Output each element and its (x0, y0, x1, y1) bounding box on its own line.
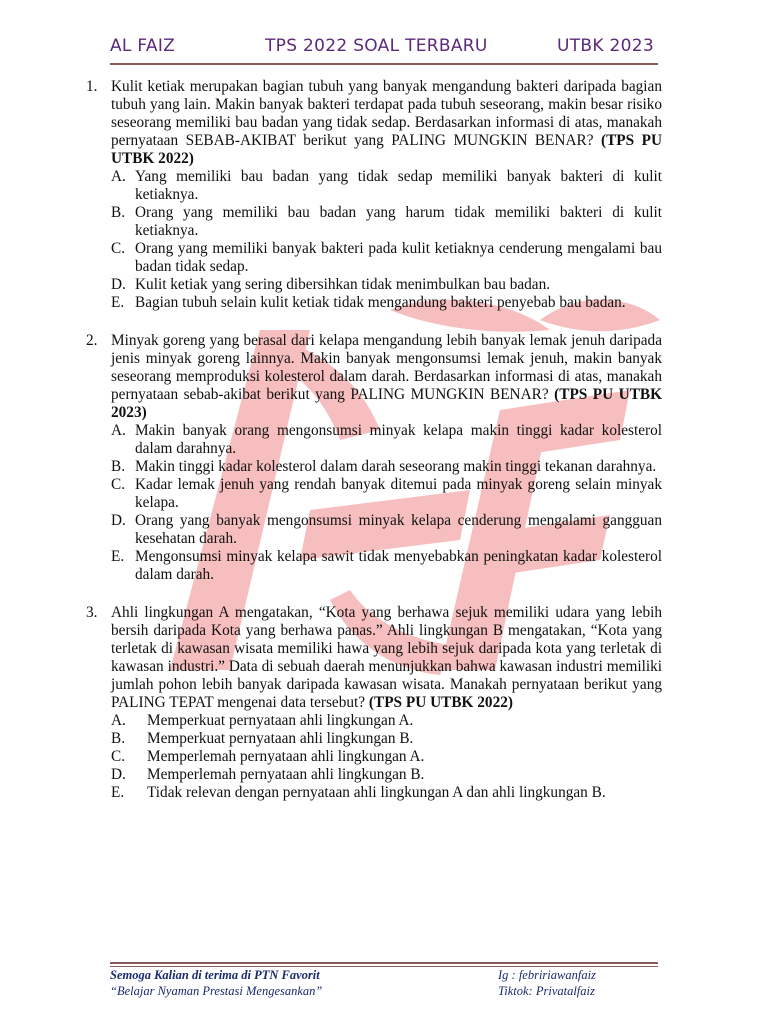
option-b (111, 730, 662, 748)
option-letter: D. (111, 512, 126, 529)
option-letter: C. (111, 748, 126, 765)
option-c (111, 748, 662, 766)
option-letter: B. (111, 730, 126, 747)
question-2 (86, 332, 662, 584)
option-e (111, 784, 662, 802)
option-text: Mengonsumsi minyak kelapa sawit tidak menyebabkan peningkatan kadar kolesterol dalam darah. (135, 548, 662, 583)
question-text (111, 332, 662, 422)
option-text: Orang yang memiliki banyak bakteri pada kulit ketiaknya cenderung mengalami bau badan tidak sedap. (135, 240, 662, 275)
page-header (110, 34, 654, 60)
question-source: (TPS PU UTBK 2022) (111, 132, 662, 167)
option-letter: D. (111, 276, 126, 293)
footer-line-1: Semoga Kalian di terima di PTN Favorit (110, 968, 320, 982)
option-d (111, 276, 662, 294)
option-b (111, 204, 662, 240)
option-text: Memperkuat pernyataan ahli lingkungan B. (147, 730, 414, 747)
question-text (111, 604, 662, 712)
question-3 (86, 604, 662, 802)
option-text: Kadar lemak jenuh yang rendah banyak ditemui pada minyak goreng selain minyak kelapa. (135, 476, 662, 511)
option-b (111, 458, 662, 476)
option-text: Makin banyak orang mengonsumsi minyak kelapa makin tinggi kadar kolesterol dalam darahnya. (135, 422, 662, 457)
footer-divider (110, 962, 658, 964)
question-body: Minyak goreng yang berasal dari kelapa mengandung lebih banyak lemak jenuh daripada jenis minyak goreng lainnya. Makin banyak mengonsumsi lemak jenuh, makin banyak seseorang memproduksi kolesterol dalam darah. Berdasarkan informasi di atas, manakah pernyataan sebab-akibat berikut yang PALING MUNGKIN BENAR? (111, 332, 662, 403)
option-letter: C. (111, 240, 126, 257)
option-c (111, 476, 662, 512)
option-a (111, 168, 662, 204)
option-d (111, 766, 662, 784)
question-list (86, 78, 662, 822)
option-e (111, 548, 662, 584)
question-body: Ahli lingkungan A mengatakan, “Kota yang berhawa sejuk memiliki udara yang lebih bersih daripada Kota yang berhawa panas.” Ahli lingkungan B mengatakan, “Kota yang terletak di kawasan wisata memiliki hawa yang lebih sejuk daripada kota yang terletak di kawasan industri.” Data di sebuah daerah menunjukkan bahwa kawasan industri memiliki jumlah pohon lebih banyak daripada kawasan wisata. Manakah pernyataan berikut yang PALING TEPAT mengenai data tersebut? (111, 604, 662, 711)
footer-motto (110, 967, 322, 999)
footer-contacts (498, 967, 596, 999)
question-source: (TPS PU UTBK 2023) (111, 386, 663, 421)
footer-tiktok: Tiktok: Privatalfaiz (498, 984, 595, 998)
option-list (111, 168, 662, 312)
option-text: Memperlemah pernyataan ahli lingkungan B. (147, 766, 425, 783)
question-number: 3. (86, 604, 98, 621)
option-c (111, 240, 662, 276)
option-letter: A. (111, 712, 126, 729)
option-letter: E. (111, 294, 125, 311)
option-letter: A. (111, 168, 126, 185)
header-divider (110, 63, 658, 65)
question-1 (86, 78, 662, 312)
question-body: Kulit ketiak merupakan bagian tubuh yang banyak mengandung bakteri daripada bagian tubuh yang lain. Makin banyak bakteri terdapat pada tubuh seseorang, makin besar risiko seseorang memiliki bau badan yang tidak sedap. Berdasarkan informasi di atas, manakah pernyataan SEBAB-AKIBAT berikut yang PALING MUNGKIN BENAR? (111, 78, 662, 149)
option-text: Makin tinggi kadar kolesterol dalam darah seseorang makin tinggi tekanan darahnya. (135, 458, 657, 475)
option-text: Memperlemah pernyataan ahli lingkungan A. (147, 748, 425, 765)
option-text: Yang memiliki bau badan yang tidak sedap memiliki banyak bakteri di kulit ketiaknya. (135, 168, 662, 203)
option-a (111, 712, 662, 730)
question-text (111, 78, 662, 168)
header-exam: UTBK 2023 (556, 36, 654, 56)
option-letter: B. (111, 204, 126, 221)
footer-line-2: “Belajar Nyaman Prestasi Mengesankan” (110, 984, 323, 998)
option-letter: A. (111, 422, 126, 439)
option-text: Tidak relevan dengan pernyataan ahli lingkungan A dan ahli lingkungan B. (147, 784, 606, 801)
footer-instagram: Ig : febririawanfaiz (498, 968, 596, 982)
question-number: 1. (86, 78, 98, 95)
option-d (111, 512, 662, 548)
option-text: Kulit ketiak yang sering dibersihkan tidak menimbulkan bau badan. (135, 276, 551, 293)
option-letter: B. (111, 458, 126, 475)
option-letter: D. (111, 766, 126, 783)
header-author: AL FAIZ (110, 36, 176, 56)
option-e (111, 294, 662, 312)
option-list (111, 422, 662, 584)
header-title: TPS 2022 SOAL TERBARU (265, 36, 488, 56)
option-text: Memperkuat pernyataan ahli lingkungan A. (147, 712, 414, 729)
option-list (111, 712, 662, 802)
option-text: Orang yang banyak mengonsumsi minyak kelapa cenderung mengalami gangguan kesehatan darah. (135, 512, 662, 547)
option-letter: E. (111, 784, 125, 801)
option-text: Orang yang memiliki bau badan yang harum tidak memiliki bakteri di kulit ketiaknya. (135, 204, 662, 239)
option-a (111, 422, 662, 458)
question-number: 2. (86, 332, 98, 349)
question-source: (TPS PU UTBK 2022) (368, 694, 513, 711)
option-text: Bagian tubuh selain kulit ketiak tidak mengandung bakteri penyebab bau badan. (135, 294, 626, 311)
option-letter: C. (111, 476, 126, 493)
option-letter: E. (111, 548, 125, 565)
